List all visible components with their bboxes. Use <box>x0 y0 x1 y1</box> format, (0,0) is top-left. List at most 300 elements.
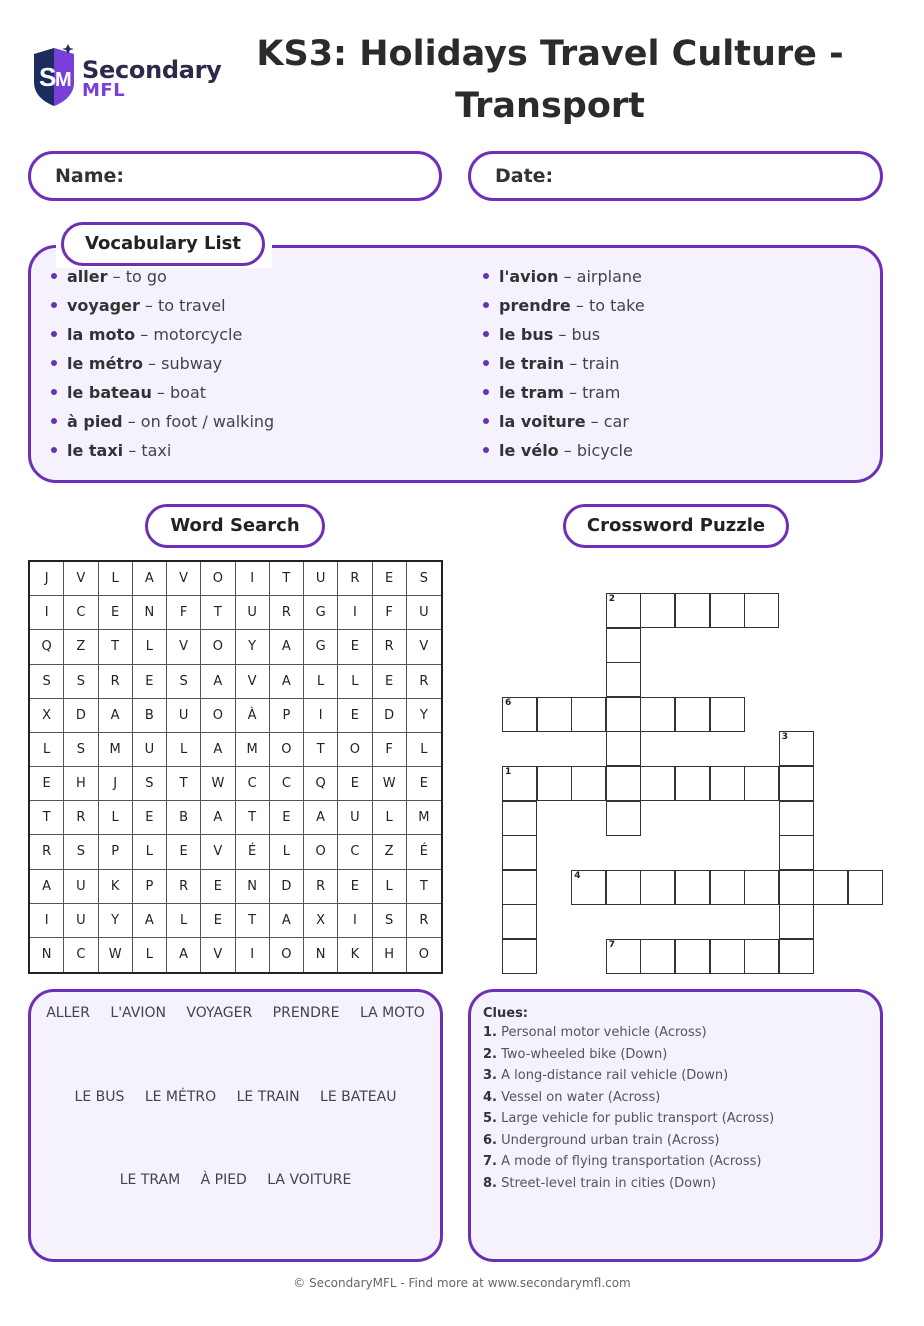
crossword-cell[interactable] <box>606 731 641 766</box>
word-search-cell[interactable]: C <box>270 767 304 801</box>
word-search-cell[interactable]: E <box>338 870 372 904</box>
word-search-cell[interactable]: G <box>304 630 338 664</box>
word-search-cell[interactable]: A <box>201 665 235 699</box>
clue-item <box>483 1047 667 1062</box>
title-line-2: Transport <box>455 86 645 126</box>
crossword-cell[interactable] <box>640 939 675 974</box>
crossword-cell[interactable] <box>744 939 779 974</box>
crossword-cell[interactable] <box>640 870 675 905</box>
clue-text: Large vehicle for public transport (Across) <box>496 1111 775 1126</box>
vocab-term: prendre <box>499 296 571 315</box>
word-search-cell[interactable]: A <box>99 699 133 733</box>
word-search-cell[interactable]: A <box>133 904 167 938</box>
word-list-item: LE MÉTRO <box>144 1089 217 1105</box>
logo-sub-text: MFL <box>82 80 126 101</box>
crossword-cell[interactable] <box>537 697 572 732</box>
word-search-cell[interactable]: E <box>201 904 235 938</box>
word-search-cell[interactable]: R <box>270 596 304 630</box>
word-search-cell[interactable]: H <box>64 767 98 801</box>
word-search-cell[interactable]: F <box>167 596 201 630</box>
word-search-cell[interactable]: N <box>133 596 167 630</box>
word-search-cell[interactable]: I <box>236 562 270 596</box>
vocab-item <box>483 322 645 351</box>
word-search-cell[interactable]: M <box>236 733 270 767</box>
crossword-cell[interactable] <box>779 766 814 801</box>
bullet-icon <box>483 389 489 395</box>
crossword-cell[interactable] <box>779 835 814 870</box>
crossword-cell[interactable] <box>571 697 606 732</box>
word-search-cell[interactable]: S <box>167 665 201 699</box>
clue-item <box>483 1068 728 1083</box>
crossword-cell[interactable] <box>606 628 641 663</box>
vocab-term: à pied <box>67 412 123 431</box>
word-search-cell[interactable]: O <box>270 733 304 767</box>
word-search-cell[interactable]: U <box>64 904 98 938</box>
clue-number: 6. <box>483 1132 497 1148</box>
word-list-item: PRENDRE <box>272 1005 340 1021</box>
date-label: Date: <box>495 165 554 187</box>
crossword-cell[interactable] <box>710 697 745 732</box>
word-search-cell[interactable]: V <box>201 938 235 972</box>
word-search-cell[interactable]: L <box>270 835 304 869</box>
crossword-clue-number: 3 <box>781 732 789 743</box>
word-search-cell[interactable]: E <box>201 870 235 904</box>
word-list-row <box>31 1172 440 1188</box>
word-search-cell[interactable]: E <box>167 835 201 869</box>
crossword-cell[interactable] <box>571 870 606 905</box>
bullet-icon <box>51 302 57 308</box>
vocab-item <box>483 438 645 467</box>
vocab-meaning: – motorcycle <box>135 325 243 344</box>
word-search-cell[interactable]: C <box>338 835 372 869</box>
vocab-item <box>51 264 274 293</box>
bullet-icon <box>51 331 57 337</box>
word-search-cell[interactable]: N <box>236 870 270 904</box>
crossword-cell[interactable] <box>744 593 779 628</box>
word-search-cell[interactable]: L <box>167 904 201 938</box>
vocab-item <box>51 438 274 467</box>
svg-text:S: S <box>39 62 57 92</box>
word-search-cell[interactable]: T <box>30 801 64 835</box>
word-search-cell[interactable]: I <box>30 904 64 938</box>
word-search-cell[interactable]: T <box>99 630 133 664</box>
word-search-cell[interactable]: N <box>304 938 338 972</box>
crossword-cell[interactable] <box>779 731 814 766</box>
word-search-cell[interactable]: O <box>270 938 304 972</box>
crossword-cell[interactable] <box>537 766 572 801</box>
word-search-cell[interactable]: E <box>338 767 372 801</box>
word-search-cell[interactable]: A <box>201 733 235 767</box>
logo <box>30 42 230 112</box>
clue-text: Underground urban train (Across) <box>496 1132 720 1148</box>
word-search-cell[interactable]: L <box>338 665 372 699</box>
page-title <box>250 28 850 132</box>
word-search-cell[interactable]: M <box>99 733 133 767</box>
vocab-meaning: – bicycle <box>558 441 633 460</box>
word-search-cell[interactable]: R <box>30 835 64 869</box>
word-search-cell[interactable]: E <box>407 767 441 801</box>
word-search-cell[interactable]: N <box>30 938 64 972</box>
word-search-cell[interactable]: K <box>99 870 133 904</box>
clue-number: 5. <box>483 1111 497 1126</box>
word-search-tab-label: Word Search <box>170 515 300 536</box>
crossword-cell[interactable] <box>606 870 641 905</box>
word-search-cell[interactable]: D <box>64 699 98 733</box>
word-list-item: VOYAGER <box>186 1005 253 1021</box>
word-search-cell[interactable]: A <box>167 938 201 972</box>
vocab-term: le bateau <box>67 383 152 402</box>
word-search-cell[interactable]: J <box>30 562 64 596</box>
vocab-meaning: – to go <box>107 267 167 286</box>
word-search-cell[interactable]: O <box>201 562 235 596</box>
word-search-cell[interactable]: A <box>304 801 338 835</box>
word-search-cell[interactable]: À <box>236 699 270 733</box>
crossword-cell[interactable] <box>779 801 814 836</box>
clue-text: Vessel on water (Across) <box>496 1089 661 1105</box>
word-search-cell[interactable]: U <box>407 596 441 630</box>
word-search-cell[interactable]: O <box>418 947 429 963</box>
clues-heading: Clues: <box>483 1006 529 1021</box>
word-search-cell[interactable]: E <box>99 596 133 630</box>
word-search-cell[interactable]: Q <box>30 630 64 664</box>
bullet-icon <box>51 447 57 453</box>
date-field[interactable] <box>468 151 883 201</box>
word-search-cell[interactable]: V <box>236 665 270 699</box>
word-list-item: LA MOTO <box>359 1005 425 1021</box>
word-search-cell[interactable]: I <box>304 699 338 733</box>
crossword-cell[interactable] <box>710 766 745 801</box>
crossword-cell[interactable] <box>779 870 814 905</box>
crossword-cell[interactable] <box>502 939 537 974</box>
crossword-cell[interactable] <box>848 870 883 905</box>
word-search-grid <box>28 560 443 974</box>
word-search-cell[interactable]: K <box>338 938 372 972</box>
word-search-cell[interactable]: T <box>236 801 270 835</box>
word-search-cell[interactable]: O <box>201 699 235 733</box>
word-search-cell[interactable]: A <box>270 665 304 699</box>
crossword-cell[interactable] <box>710 939 745 974</box>
word-search-cell[interactable]: V <box>407 630 441 664</box>
bullet-icon <box>483 302 489 308</box>
word-search-cell[interactable]: S <box>133 767 167 801</box>
word-search-cell[interactable]: Y <box>236 630 270 664</box>
clue-text: Personal motor vehicle (Across) <box>496 1025 707 1040</box>
clue-text: A long-distance rail vehicle (Down) <box>496 1068 729 1083</box>
word-search-cell[interactable]: F <box>373 596 407 630</box>
crossword-cell[interactable] <box>571 766 606 801</box>
word-search-cell[interactable]: C <box>64 938 98 972</box>
word-list-item: L'AVION <box>110 1005 166 1021</box>
clue-item <box>483 1090 660 1105</box>
word-search-cell[interactable]: Y <box>407 699 441 733</box>
clue-item <box>483 1154 762 1169</box>
word-search-cell[interactable]: M <box>407 801 441 835</box>
word-search-cell[interactable]: T <box>270 562 304 596</box>
word-search-cell[interactable]: W <box>373 767 407 801</box>
logo-brand-text: Secondary <box>82 56 222 84</box>
bullet-icon <box>483 331 489 337</box>
footer: © SecondaryMFL - Find more at www.secondarymfl.com <box>293 1276 631 1290</box>
word-search-cell[interactable]: R <box>99 665 133 699</box>
word-search-cell[interactable]: V <box>201 835 235 869</box>
crossword-cell[interactable] <box>502 766 537 801</box>
vocab-meaning: – taxi <box>123 441 172 460</box>
word-search-cell[interactable]: E <box>133 801 167 835</box>
vocab-meaning: – car <box>585 412 629 431</box>
vocabulary-list-left <box>51 264 274 467</box>
word-search-cell[interactable]: S <box>407 562 441 596</box>
vocab-term: le métro <box>67 354 143 373</box>
word-list-item: LA VOITURE <box>267 1172 352 1188</box>
vocab-item <box>51 380 274 409</box>
vocab-term: le taxi <box>67 441 124 460</box>
word-search-cell[interactable]: L <box>373 870 407 904</box>
word-search-cell[interactable]: E <box>30 767 64 801</box>
word-search-cell[interactable]: É <box>407 835 441 869</box>
word-search-cell[interactable]: L <box>133 630 167 664</box>
word-search-cell[interactable]: U <box>167 699 201 733</box>
crossword-cell[interactable] <box>675 593 710 628</box>
word-list-item: ALLER <box>46 1005 90 1021</box>
crossword-cell[interactable] <box>502 835 537 870</box>
crossword-cell[interactable] <box>606 801 641 836</box>
vocab-meaning: – subway <box>142 354 223 373</box>
word-search-cell[interactable]: D <box>270 870 304 904</box>
word-search-cell[interactable]: S <box>64 835 98 869</box>
crossword-cell[interactable] <box>710 870 745 905</box>
crossword-clue-number: 2 <box>608 594 616 604</box>
word-search-cell[interactable]: S <box>373 904 407 938</box>
word-search-cell[interactable]: Q <box>304 767 338 801</box>
vocab-meaning: – to take <box>570 296 645 315</box>
word-search-cell[interactable]: U <box>133 733 167 767</box>
word-search-cell[interactable]: Z <box>64 630 98 664</box>
word-search-cell[interactable]: A <box>133 562 167 596</box>
word-search-cell[interactable]: U <box>338 801 372 835</box>
vocab-meaning: – bus <box>553 325 601 344</box>
word-search-cell[interactable]: E <box>133 665 167 699</box>
bullet-icon <box>483 273 489 279</box>
word-search-cell[interactable]: V <box>167 630 201 664</box>
crossword-cell[interactable] <box>710 593 745 628</box>
word-search-cell[interactable]: U <box>304 562 338 596</box>
word-search-cell[interactable]: F <box>373 733 407 767</box>
word-search-cell[interactable]: L <box>304 665 338 699</box>
clues-panel <box>468 989 883 1262</box>
crossword-tab-label: Crossword Puzzle <box>586 515 766 536</box>
word-search-cell[interactable]: J <box>99 767 133 801</box>
bullet-icon <box>51 418 57 424</box>
vocab-term: la voiture <box>499 412 586 431</box>
clue-item <box>483 1133 719 1148</box>
crossword-cell[interactable] <box>675 697 710 732</box>
vocab-item <box>483 293 645 322</box>
word-search-cell[interactable]: R <box>64 801 98 835</box>
word-search-cell[interactable]: X <box>30 699 64 733</box>
vocab-meaning: – airplane <box>558 267 642 286</box>
word-search-cell[interactable]: T <box>236 904 270 938</box>
word-search-cell[interactable]: I <box>338 904 372 938</box>
vocab-term: voyager <box>67 296 140 315</box>
word-search-cell[interactable]: O <box>304 835 338 869</box>
word-search-cell[interactable]: Y <box>99 904 133 938</box>
crossword-cell[interactable] <box>502 801 537 836</box>
crossword-cell[interactable] <box>640 766 675 801</box>
word-search-cell[interactable]: P <box>270 699 304 733</box>
crossword-cell[interactable] <box>606 593 641 628</box>
word-list-item: LE TRAIN <box>236 1089 300 1105</box>
word-search-cell[interactable]: A <box>270 904 304 938</box>
word-search-cell[interactable]: R <box>407 904 441 938</box>
word-search-cell[interactable]: C <box>64 596 98 630</box>
vocab-term: le vélo <box>499 441 559 460</box>
crossword-cell[interactable] <box>744 870 779 905</box>
word-list-row <box>31 1005 440 1021</box>
word-list-panel <box>28 989 443 1262</box>
crossword-cell[interactable] <box>640 593 675 628</box>
crossword-cell[interactable] <box>606 939 641 974</box>
word-search-cell[interactable]: E <box>338 699 372 733</box>
vocab-meaning: – train <box>564 354 620 373</box>
name-field[interactable] <box>28 151 442 201</box>
word-search-cell[interactable]: R <box>407 665 441 699</box>
word-search-cell[interactable]: I <box>30 596 64 630</box>
crossword-cell[interactable] <box>502 870 537 905</box>
crossword-cell[interactable] <box>606 697 641 732</box>
word-search-cell[interactable]: O <box>201 630 235 664</box>
word-search-cell[interactable]: L <box>133 835 167 869</box>
vocab-meaning: – tram <box>563 383 621 402</box>
word-search-cell[interactable]: A <box>30 870 64 904</box>
word-search-cell[interactable]: T <box>304 733 338 767</box>
vocab-item <box>483 380 645 409</box>
bullet-icon <box>51 273 57 279</box>
word-list-item: LE BUS <box>74 1089 125 1105</box>
clue-text: Two-wheeled bike (Down) <box>496 1046 668 1062</box>
word-search-cell[interactable]: P <box>99 835 133 869</box>
clue-number: 1. <box>483 1025 497 1040</box>
word-search-cell[interactable]: O <box>338 733 372 767</box>
clue-number: 8. <box>483 1175 497 1191</box>
clue-number: 7. <box>483 1154 497 1169</box>
title-line-1: KS3: Holidays Travel Culture - <box>256 34 844 74</box>
word-search-cell[interactable]: S <box>64 733 98 767</box>
word-search-tab <box>145 504 325 548</box>
crossword-tab <box>563 504 789 548</box>
word-search-cell[interactable]: E <box>270 801 304 835</box>
crossword-cell[interactable] <box>813 870 848 905</box>
word-search-cell[interactable]: L <box>99 562 133 596</box>
vocabulary-tab <box>61 222 265 266</box>
crossword-cell[interactable] <box>675 766 710 801</box>
word-search-cell[interactable]: G <box>304 596 338 630</box>
word-search-cell[interactable]: R <box>338 562 372 596</box>
logo-shield-icon <box>30 42 80 108</box>
crossword-clue-number: 7 <box>608 940 616 950</box>
word-search-cell[interactable]: R <box>167 870 201 904</box>
word-search-cell[interactable]: E <box>373 562 407 596</box>
crossword-cell[interactable] <box>606 766 641 801</box>
word-search-cell[interactable]: D <box>373 699 407 733</box>
crossword-cell[interactable] <box>502 697 537 732</box>
word-search-cell[interactable]: Z <box>373 835 407 869</box>
word-search-cell[interactable]: S <box>64 665 98 699</box>
word-search-cell[interactable]: X <box>304 904 338 938</box>
word-search-cell[interactable]: L <box>407 733 441 767</box>
word-search-cell[interactable]: C <box>236 767 270 801</box>
vocab-item <box>483 409 645 438</box>
crossword-cell[interactable] <box>606 662 641 697</box>
clue-number: 2. <box>483 1046 497 1062</box>
clue-text: A mode of flying transportation (Across) <box>496 1154 762 1169</box>
clue-item <box>483 1025 707 1040</box>
crossword-clue-number: 1 <box>505 767 512 777</box>
word-search-cell[interactable]: L <box>99 801 133 835</box>
crossword-cell[interactable] <box>640 697 675 732</box>
vocab-meaning: – boat <box>151 383 207 402</box>
word-search-cell[interactable]: L <box>30 733 64 767</box>
word-search-cell[interactable]: H <box>373 938 407 972</box>
vocab-term: l'avion <box>499 267 559 286</box>
word-search-cell[interactable]: V <box>64 562 98 596</box>
crossword-cell[interactable] <box>675 870 710 905</box>
word-search-cell[interactable]: B <box>133 699 167 733</box>
word-search-cell[interactable]: W <box>201 767 235 801</box>
word-search-cell[interactable]: I <box>338 596 372 630</box>
word-search-cell[interactable]: I <box>236 938 270 972</box>
crossword-cell[interactable] <box>779 904 814 939</box>
word-search-cell[interactable]: L <box>167 733 201 767</box>
word-search-cell[interactable]: É <box>236 835 270 869</box>
word-search-cell[interactable]: L <box>133 938 167 972</box>
crossword-cell[interactable] <box>779 939 814 974</box>
word-search-cell[interactable]: S <box>30 665 64 699</box>
vocab-item <box>483 351 645 380</box>
svg-text:M: M <box>55 69 72 91</box>
crossword-cell[interactable] <box>675 939 710 974</box>
word-search-cell[interactable]: V <box>167 562 201 596</box>
word-search-cell[interactable]: R <box>304 870 338 904</box>
word-search-cell[interactable]: A <box>270 630 304 664</box>
word-search-cell[interactable]: T <box>201 596 235 630</box>
word-search-cell[interactable]: L <box>373 801 407 835</box>
word-search-cell[interactable]: U <box>236 596 270 630</box>
vocab-item <box>51 351 274 380</box>
clue-text: Street-level train in cities (Down) <box>496 1175 717 1191</box>
word-search-cell[interactable]: B <box>167 801 201 835</box>
bullet-icon <box>483 418 489 424</box>
vocabulary-list-right <box>483 264 645 467</box>
word-search-cell[interactable]: E <box>373 665 407 699</box>
word-search-cell[interactable]: R <box>373 630 407 664</box>
crossword-cell[interactable] <box>502 904 537 939</box>
word-search-cell[interactable]: E <box>338 630 372 664</box>
clue-item <box>483 1176 716 1191</box>
bullet-icon <box>51 389 57 395</box>
word-search-cell[interactable]: A <box>201 801 235 835</box>
word-search-cell[interactable]: T <box>167 767 201 801</box>
word-search-cell[interactable]: U <box>64 870 98 904</box>
word-search-cell[interactable]: T <box>407 870 441 904</box>
crossword-clue-number: 4 <box>574 870 581 881</box>
word-search-cell[interactable]: W <box>99 938 133 972</box>
word-search-cell[interactable]: P <box>133 870 167 904</box>
word-list-row <box>31 1089 440 1105</box>
clue-item <box>483 1111 774 1126</box>
crossword-cell[interactable] <box>744 766 779 801</box>
bullet-icon <box>483 360 489 366</box>
vocab-term: aller <box>67 267 108 286</box>
